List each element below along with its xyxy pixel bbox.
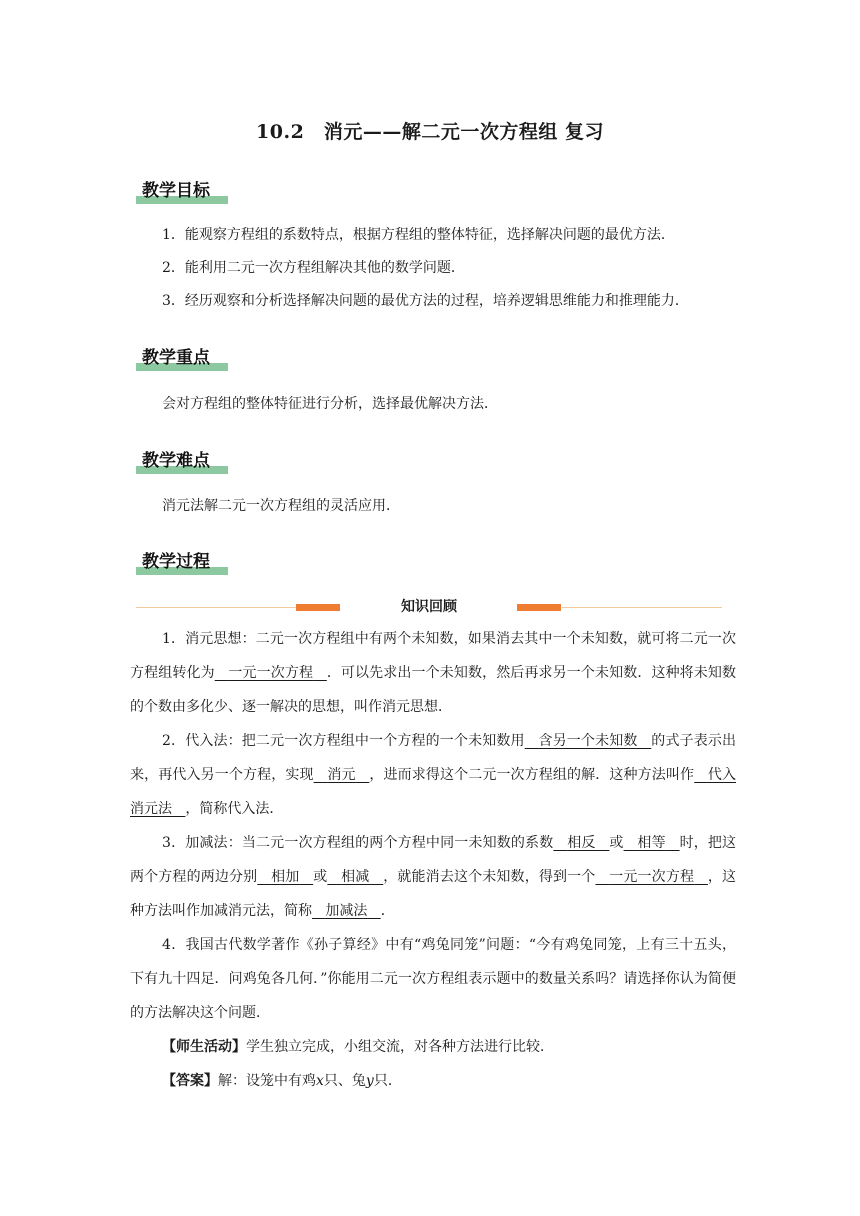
answer-label: 【答案】 bbox=[162, 1073, 218, 1089]
text-run: 1．消元思想：二元一次方程组中有两个未知数，如果消去其中一个未知数，就可将二元一次方程组转化为 bbox=[130, 631, 736, 681]
section-heading-objectives bbox=[136, 176, 228, 204]
fill-blank-answer: 含另一个未知数 bbox=[538, 733, 638, 749]
activity-text: 学生独立完成，小组交流，对各种方法进行比较． bbox=[246, 1039, 554, 1055]
text-run: ． bbox=[380, 903, 395, 919]
document-title: 10.2 消元——解二元一次方程组 复习 bbox=[256, 121, 604, 143]
review-item-3 bbox=[130, 826, 736, 928]
fill-blank-answer: 相减 bbox=[341, 869, 370, 885]
activity-label: 【师生活动】 bbox=[162, 1039, 246, 1055]
fill-blank-answer: 相加 bbox=[271, 869, 300, 885]
subsection-divider bbox=[136, 599, 722, 617]
text-run: 只、兔 bbox=[323, 1073, 366, 1089]
key-points-text: 会对方程组的整体特征进行分析，选择最优解决方法． bbox=[162, 396, 498, 412]
variable-y: y bbox=[365, 1073, 374, 1089]
fill-blank-answer: 一元一次方程 bbox=[609, 869, 695, 885]
activity-note bbox=[130, 1030, 736, 1064]
review-item-2 bbox=[130, 724, 736, 826]
text-run: ，就能消去这个未知数，得到一个 bbox=[383, 869, 596, 885]
fill-blank-answer: 消元 bbox=[327, 767, 356, 783]
text-run: 时，把这两个方程的两边分别 bbox=[130, 835, 737, 885]
fill-blank-answer: 加减法 bbox=[325, 903, 368, 919]
section-heading-label: 教学难点 bbox=[142, 451, 210, 471]
text-run: ，简称代入法． bbox=[185, 801, 284, 817]
text-run: 或 bbox=[313, 869, 328, 885]
divider-accent-left bbox=[296, 604, 340, 611]
fill-blank-answer: 一元一次方程 bbox=[228, 665, 314, 681]
review-item-4: 4．我国古代数学著作《孙子算经》中有“鸡兔同笼”问题：“今有鸡兔同笼，上有三十五头，下有九十四足．问鸡兔各几何．”你能用二元一次方程组表示题中的数量关系吗？请选择你认为简便的方法解决这个问题． bbox=[130, 937, 736, 1021]
section-heading-key-points bbox=[136, 343, 228, 371]
section-heading-label: 教学重点 bbox=[142, 348, 210, 368]
text-run: 只． bbox=[373, 1073, 402, 1089]
objective-item-3: 3．经历观察和分析选择解决问题的最优方法的过程，培养逻辑思维能力和推理能力． bbox=[162, 293, 689, 309]
divider-accent-right bbox=[517, 604, 561, 611]
text-run: 解：设笼中有鸡 bbox=[218, 1073, 316, 1089]
fill-blank-answer: 相反 bbox=[567, 835, 596, 851]
divider-line-right bbox=[562, 607, 722, 608]
text-run: 3．加减法：当二元一次方程组的两个方程中同一未知数的系数 bbox=[162, 835, 554, 851]
text-run: ．可以先求出一个未知数，然后再求另一个未知数．这种将未知数的个数由多化少、逐一解决的思想，叫作消元思想． bbox=[130, 665, 737, 715]
variable-x: x bbox=[316, 1073, 324, 1089]
text-run: 的式子表示出来，再代入另一个方程，实现 bbox=[130, 733, 737, 783]
text-run: 或 bbox=[609, 835, 624, 851]
section-heading-process bbox=[136, 547, 228, 575]
section-heading-difficulties bbox=[136, 446, 228, 474]
section-heading-label: 教学过程 bbox=[142, 552, 210, 572]
text-run: ，进而求得这个二元一次方程组的解．这种方法叫作 bbox=[369, 767, 695, 783]
fill-blank-answer: 代入消元法 bbox=[130, 767, 737, 817]
review-item-1 bbox=[130, 622, 736, 724]
objective-item-2: 2．能利用二元一次方程组解决其他的数学问题． bbox=[162, 260, 465, 276]
answer-note bbox=[130, 1064, 736, 1098]
section-heading-label: 教学目标 bbox=[142, 181, 210, 201]
fill-blank-answer: 相等 bbox=[637, 835, 666, 851]
text-run: 2．代入法：把二元一次方程组中一个方程的一个未知数用 bbox=[162, 733, 525, 749]
subsection-title: 知识回顾 bbox=[401, 599, 457, 615]
difficulties-text: 消元法解二元一次方程组的灵活应用． bbox=[162, 498, 400, 514]
objective-item-1: 1．能观察方程组的系数特点，根据方程组的整体特征，选择解决问题的最优方法． bbox=[162, 227, 675, 243]
divider-line-left bbox=[136, 607, 296, 608]
text-run: ，这种方法叫作加减消元法，简称 bbox=[130, 869, 737, 919]
